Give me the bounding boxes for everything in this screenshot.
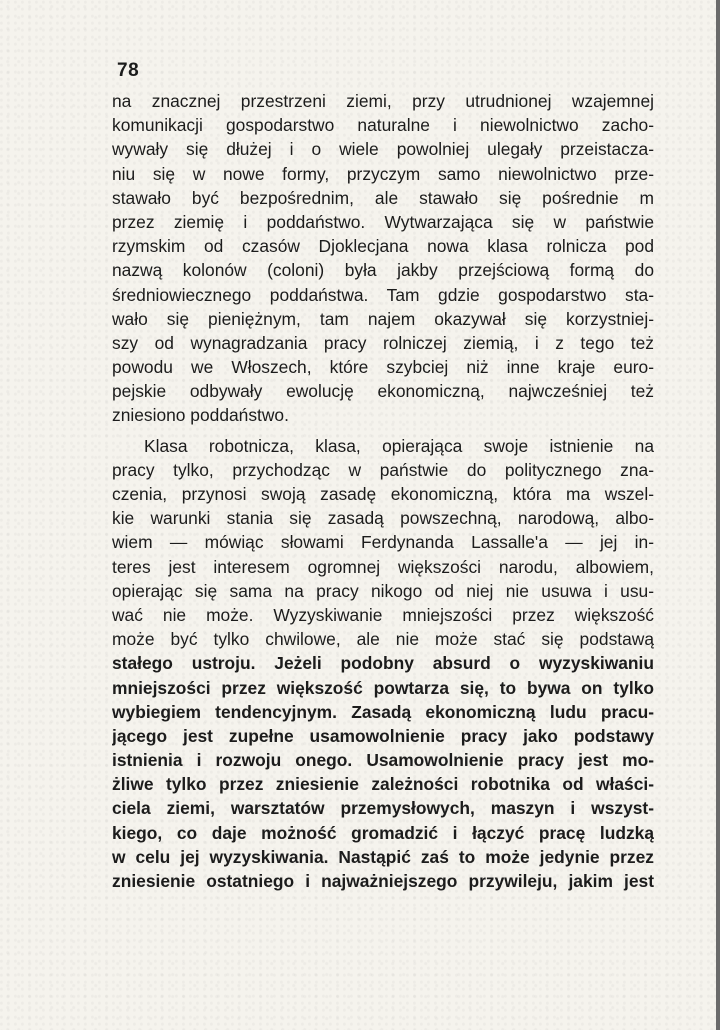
text-line: istnienia i rozwoju onego. Usamowolnienie pracy jest mo- xyxy=(112,750,654,771)
text-line: stawało być bezpośrednim, ale stawało się pośrednie m xyxy=(112,187,654,208)
text-line: kiego, co daje możność gromadzić i łączyć pracę ludzką xyxy=(112,822,654,843)
page-number: 78 xyxy=(117,60,140,81)
text-line: wiem — mówiąc słowami Ferdynanda Lassalle'a — jej in- xyxy=(112,532,654,553)
text-line: kie warunki stania się zasadą powszechną, narodową, albo- xyxy=(112,508,654,529)
text-line: wybiegiem tendencyjnym. Zasadą ekonomiczną ludu pracu- xyxy=(112,701,654,722)
text-line: żliwe tylko przez zniesienie zależności robotnika od właści- xyxy=(112,774,654,795)
text-line: wywały się dłużej i o wiele powolniej ulegały przeistacza- xyxy=(112,139,654,160)
text-line: komunikacji gospodarstwo naturalne i niewolnictwo zacho- xyxy=(112,115,654,136)
text-line: może być tylko chwilowe, ale nie może stać się podstawą xyxy=(112,629,654,650)
text-line: czenia, przynosi swoją zasadę ekonomiczną, która ma wszel- xyxy=(112,484,654,504)
text-line: zniesienie ostatniego i najważniejszego przywileju, jakim jest xyxy=(112,871,654,891)
text-line: jącego jest zupełne usamowolnienie pracy jako podstawy xyxy=(112,725,654,746)
text-line: szy od wynagradzania pracy rolniczej ziemią, i z tego też xyxy=(112,332,654,353)
text-line: wało się pieniężnym, tam najem okazywał się korzystniej- xyxy=(112,308,654,329)
text-line: pejskie odbywały ewolucję ekonomiczną, najwcześniej też xyxy=(112,381,654,402)
text-line: wać nie może. Wyzyskiwanie mniejszości przez większość xyxy=(112,604,654,625)
text-line: opierając się sama na pracy nikogo od niej nie usuwa i usu- xyxy=(112,580,654,601)
paragraph-1 xyxy=(112,89,654,428)
text-line: rzymskim od czasów Djoklecjana nowa klasa rolnicza pod xyxy=(112,236,654,257)
text-line: stałego ustroju. Jeżeli podobny absurd o wyzyskiwaniu xyxy=(112,653,654,674)
text-line: na znacznej przestrzeni ziemi, przy utrudnionej wzajemnej xyxy=(112,91,654,111)
text-line: w celu jej wyzyskiwania. Nastąpić zaś to może jedynie przez xyxy=(112,846,654,867)
text-line: średniowiecznego poddaństwa. Tam gdzie gospodarstwo sta- xyxy=(112,284,654,305)
text-line: pracy tylko, przychodząc w państwie do politycznego zna- xyxy=(112,459,654,480)
text-line: Klasa robotnicza, klasa, opierająca swoje istnienie na xyxy=(144,435,654,456)
text-line: ciela ziemi, warsztatów przemysłowych, maszyn i wszyst- xyxy=(112,798,654,819)
paragraph-2 xyxy=(112,434,654,894)
page-edge-shadow xyxy=(716,0,720,1030)
text-line: teres jest interesem ogromnej większości narodu, albowiem, xyxy=(112,556,654,577)
text-line: zniesiono poddaństwo. xyxy=(112,405,289,426)
text-line: niu się w nowe formy, przyczym samo niewolnictwo prze- xyxy=(112,163,654,184)
text-line: mniejszości przez większość powtarza się, to bywa on tylko xyxy=(112,677,654,698)
text-line: powodu we Włoszech, które szybciej niż inne kraje euro- xyxy=(112,357,654,378)
body-text xyxy=(112,89,654,893)
text-line: przez ziemię i poddaństwo. Wytwarzająca się w państwie xyxy=(112,211,654,232)
text-line: nazwą kolonów (coloni) była jakby przejściową formą do xyxy=(112,260,654,281)
